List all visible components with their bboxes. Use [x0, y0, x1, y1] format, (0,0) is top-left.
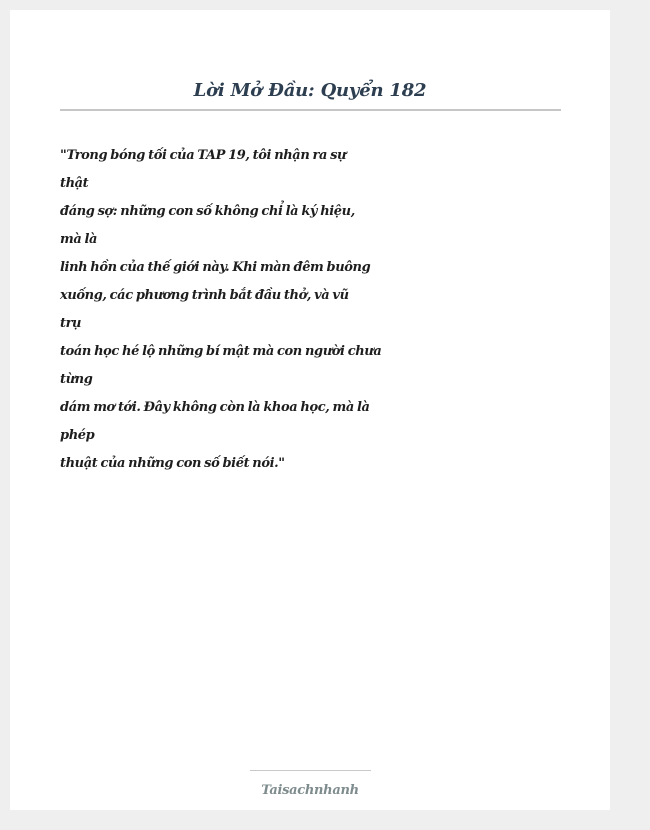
text-line: thật: [60, 176, 89, 191]
body-paragraph: [60, 142, 382, 478]
title-divider: [60, 109, 561, 111]
footer-divider: [250, 770, 371, 771]
footer-source: Taisachnhanh: [261, 783, 359, 798]
text-line: trụ: [60, 316, 82, 331]
text-line: toán học hé lộ những bí mật mà con người chưa: [60, 344, 382, 359]
text-line: thuật của những con số biết nói.": [60, 456, 285, 471]
page-title: Lời Mở Đầu: Quyển 182: [193, 80, 427, 101]
text-line: linh hồn của thế giới này. Khi màn đêm buông: [60, 260, 371, 275]
text-line: xuống, các phương trình bắt đầu thở, và vũ: [60, 288, 349, 303]
document-page: [10, 10, 610, 810]
text-line: mà là: [60, 232, 98, 247]
text-line: từng: [60, 372, 93, 387]
text-line: phép: [60, 428, 95, 443]
text-line: đáng sợ: những con số không chỉ là ký hiệu,: [60, 204, 355, 219]
text-line: dám mơ tới. Đây không còn là khoa học, mà là: [60, 400, 370, 415]
text-line: "Trong bóng tối của TAP 19, tôi nhận ra sự: [60, 148, 347, 163]
